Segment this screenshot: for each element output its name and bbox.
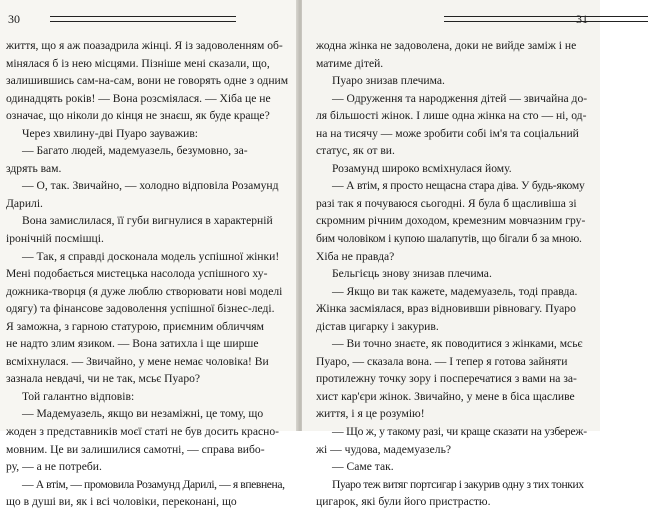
text-line: протилежну точку зору і посперечатися з вами на за-: [316, 372, 577, 386]
text-line: — Багато людей, мадемуазель, безумовно, за-: [22, 144, 248, 158]
text-line: життя, і я це розумію!: [316, 407, 425, 421]
text-line: ля більшості жінок. І лише одна жінка на сто — ні, од-: [316, 109, 587, 123]
text-line: що в душі ви, як і всі чоловіки, переконані, що: [6, 495, 237, 509]
header-rule: [444, 16, 648, 22]
text-line: — Що ж, у такому разі, чи краще сказати на узбереж-: [332, 425, 587, 439]
text-line: Дарилі.: [6, 196, 43, 210]
text-line: Жінка засміялася, враз відновивши рівновагу. Пуаро: [316, 302, 576, 316]
text-line: Вона замислилася, її губи вигнулися в характерній: [22, 214, 273, 228]
text-line: залишившись сам-на-сам, вони не говорять одне з одним: [6, 74, 289, 88]
text-line: — А втім, — промовила Розамунд Дарилі, — я впевнена,: [22, 477, 285, 491]
text-line: іронічній посмішці.: [6, 232, 104, 246]
text-line: Хіба не правда?: [316, 249, 395, 263]
page-text: [316, 37, 590, 511]
text-line: хист кар'єри жінок. Звичайно, у мене в біса щасливе: [316, 389, 575, 403]
text-line: — Ви точно знаєте, як поводитися з жінками, мсьє: [332, 337, 583, 351]
text-line: жі — чудова, мадемуазель?: [316, 442, 451, 456]
text-line: жодна жінка не задоволена, доки не вийде заміж і не: [316, 39, 577, 52]
text-line: мовним. Це ви залишилися самотні, — справа вибо-: [6, 442, 265, 456]
text-line: цигарок, які були його пристрастю.: [316, 495, 491, 509]
text-line: Розамунд широко всміхнулася йому.: [332, 161, 512, 175]
text-line: — Якщо ви так кажете, мадемуазель, тоді правда.: [332, 284, 578, 298]
text-line: Той галантно відповів:: [22, 389, 135, 403]
text-line: — Одруження та народження дітей — звичайна до-: [332, 91, 588, 105]
text-line: статус, як от ви.: [316, 144, 395, 158]
text-line: Пуаро теж витяг портсигар і закурив одну з тих тонких: [332, 477, 584, 491]
text-line: — Так, я справді досконала модель успішної жінки!: [22, 249, 280, 263]
text-line: Бельгієць знову знизав плечима.: [332, 267, 492, 281]
page-number: 30: [8, 12, 20, 26]
text-line: ру, — а не потреби.: [6, 460, 102, 474]
text-line: — Мадемуазель, якщо ви незаміжні, це тому, що: [22, 407, 264, 421]
text-line: — А втім, я просто нещасна стара діва. У будь-якому: [332, 179, 585, 193]
right-page: [302, 0, 600, 509]
text-line: — Саме так.: [332, 460, 394, 474]
text-line: мінялася б із нею місцями. Пізніше мені сказали, що,: [6, 56, 270, 70]
text-line: бим чоловіком і купою шалапутів, що бігали б за мною.: [316, 232, 582, 246]
text-line: одинадцять років! — Вона розсміялася. — Хіба це не: [6, 91, 271, 105]
text-line: зазнала невдачі, чи не так, мсьє Пуаро?: [6, 372, 201, 386]
text-line: разі так я почуваюся сьогодні. Я була б щасливіша зі: [316, 196, 577, 210]
text-line: жоден з представників моєї статі не був досить красно-: [6, 425, 279, 439]
text-line: скромним річним доходом, кремезним мовчазним гру-: [316, 214, 586, 228]
text-line: не надто злим язиком. — Вона затихла і ще ширше: [6, 337, 259, 351]
text-line: означає, що ніколи до кінця не знаєш, як буде краще?: [6, 109, 270, 123]
text-line: дістав цигарку і закурив.: [316, 319, 439, 333]
left-page: [0, 0, 298, 509]
text-line: Пуаро знизав плечима.: [332, 74, 445, 88]
page-number: 31: [576, 12, 588, 26]
text-line: Пуаро, — сказала вона. — І тепер я готова зайняти: [316, 354, 568, 368]
text-line: — О, так. Звичайно, — холодно відповіла Розамунд: [22, 179, 279, 193]
text-line: одягу) та фінансове задоволення успішної бізнес-леді.: [6, 302, 275, 316]
text-line: життя, що я аж поазадрила жінці. Я із задоволенням об-: [6, 39, 283, 52]
text-line: здрять вам.: [6, 161, 62, 175]
header-rule: [50, 16, 236, 22]
text-line: Через хвилину-дві Пуаро зауважив:: [22, 126, 199, 140]
text-line: Мені подобається мистецька насолода успішного ху-: [6, 267, 268, 281]
text-line: матиме дітей.: [316, 56, 384, 70]
text-line: дожника-творця (я дуже люблю створювати нові моделі: [6, 284, 283, 298]
page-text: [6, 37, 288, 511]
text-line: Я заможна, з гарною статурою, приємним обличчям: [6, 319, 264, 333]
text-line: на на тисячу — може зробити собі ім'я та соціальний: [316, 126, 579, 140]
text-line: всміхнулася. — Звичайно, у мене немає чоловіка! Ви: [6, 354, 269, 368]
